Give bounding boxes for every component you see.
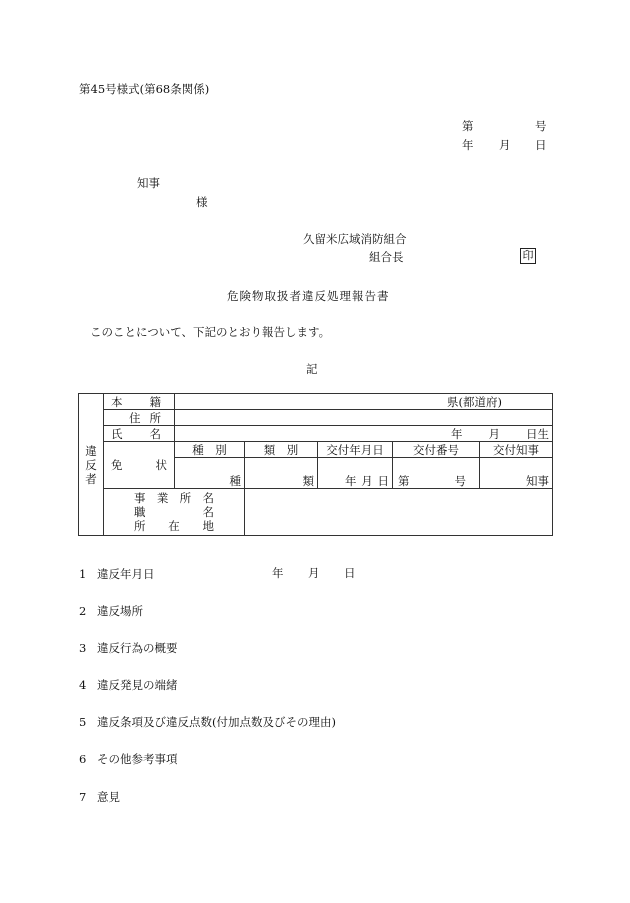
business-value — [245, 489, 553, 536]
header-ruibetsu: 類 別 — [245, 442, 318, 458]
item-1-month: 月 — [308, 566, 320, 580]
item-3: 3 違反行為の概要 — [79, 641, 178, 655]
sender-title: 組合長 — [369, 250, 404, 264]
num-blank — [393, 458, 480, 474]
document-title: 危険物取扱者違反処理報告書 — [227, 289, 390, 303]
header-kofu-number: 交付番号 — [393, 442, 480, 458]
header-shubetsu: 種 別 — [175, 442, 245, 458]
item-1-year: 年 — [272, 566, 284, 580]
item-1-day: 日 — [344, 566, 356, 580]
item-5: 5 違反条項及び違反点数(付加点数及びその理由) — [79, 715, 336, 729]
shu-cell: 種 — [175, 473, 245, 489]
num-cell: 第 号 — [393, 473, 480, 489]
shimei-label: 氏 名 — [104, 426, 175, 442]
shimei-value: 年 月 日生 — [175, 426, 553, 442]
rui-blank — [245, 458, 318, 474]
date-month: 月 — [499, 138, 511, 152]
form-id: 第45号様式(第68条関係) — [79, 82, 210, 96]
violator-side-label: 違 反 者 — [79, 394, 104, 536]
business-labels: 事 業 所 名 職 名 所 在 地 — [104, 489, 245, 536]
jusho-label: 住 所 — [104, 410, 175, 426]
header-kofu-date: 交付年月日 — [318, 442, 393, 458]
intro-text: このことについて、下記のとおり報告します。 — [90, 325, 331, 339]
violator-table — [78, 393, 553, 536]
chiji-cell: 知事 — [480, 473, 553, 489]
addressee-governor: 知事 — [137, 176, 160, 190]
chiji-blank — [480, 458, 553, 474]
date-cell: 年 月 日 — [318, 473, 393, 489]
date-day: 日 — [535, 138, 547, 152]
item-6: 6 その他参考事項 — [79, 752, 178, 766]
item-4: 4 違反発見の端緒 — [79, 678, 178, 692]
item-2: 2 違反場所 — [79, 604, 143, 618]
addressee-sama: 様 — [196, 195, 208, 209]
menjo-label: 免 状 — [104, 442, 175, 489]
shu-blank — [175, 458, 245, 474]
honseki-label: 本 籍 — [104, 394, 175, 410]
number-gou: 号 — [535, 119, 547, 133]
header-kofu-chiji: 交付知事 — [480, 442, 553, 458]
date-year: 年 — [462, 138, 474, 152]
number-dai: 第 — [462, 119, 474, 133]
jusho-value — [175, 410, 553, 426]
date-blank — [318, 458, 393, 474]
rui-cell: 類 — [245, 473, 318, 489]
item-7: 7 意見 — [79, 790, 120, 804]
seal-stamp: 印 — [520, 248, 536, 264]
item-1: 1 違反年月日 — [79, 567, 155, 581]
ki-label: 記 — [306, 362, 318, 376]
sender-org: 久留米広域消防組合 — [303, 232, 407, 246]
honseki-value: 県(都道府) — [175, 394, 553, 410]
